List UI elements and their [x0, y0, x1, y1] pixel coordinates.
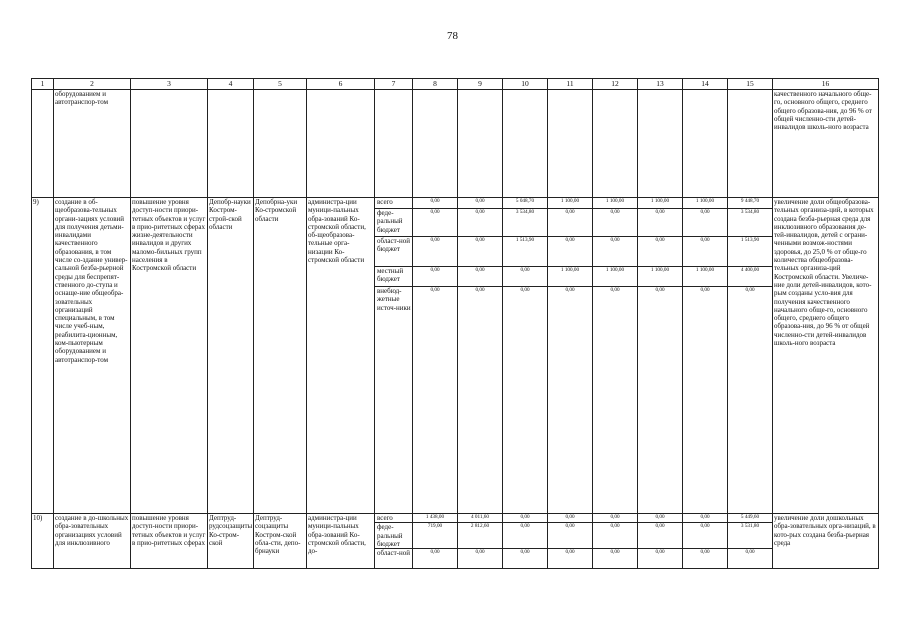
col-header: 4: [208, 79, 254, 90]
value-cell: 0,00: [638, 287, 683, 514]
cell-participants: администра-ции муници-пальных обра-зований Ко-стромской области, об-щеобразова-тельные орга-низации Ко-стромской области: [307, 198, 375, 514]
col-header: 1: [32, 79, 54, 90]
value-cell: 0,00: [458, 549, 503, 569]
value-cell: 0,00: [638, 209, 683, 237]
col-header: 12: [593, 79, 638, 90]
value-cell: 0,00: [458, 198, 503, 209]
row-number: 10): [32, 514, 54, 569]
source-label: всего: [375, 514, 413, 523]
col-header: 10: [503, 79, 548, 90]
col-header: 9: [458, 79, 503, 90]
value-cell: 3 531,80: [728, 523, 773, 549]
value-cell: 0,00: [593, 514, 638, 523]
value-cell: 0,00: [638, 523, 683, 549]
value-cell: 0,00: [548, 523, 593, 549]
value-cell: 0,00: [548, 209, 593, 237]
cell-result: увеличение доли общеобразова-тельных организа-ций, в которых создана безба-рьерная среда для инклюзивного образования де-тей-инвалидов, детей с ограни-ченными возмож-ностями здоровья, до 25,0 % от обще-го количества общеобразова-тельных организа-ций Костромской области. Увеличе-ние доли детей-инвалидов, кото-рым созданы усло-вия для получения качественного начального обще-го, основного общего, среднего общего образова-ния, до 96 % от общей численно-сти детей-инвалидов школь-ного возраста: [773, 198, 879, 514]
value-cell: 0,00: [683, 523, 728, 549]
value-cell: 1 513,90: [503, 237, 548, 267]
value-cell: 0,00: [638, 237, 683, 267]
value-cell: 0,00: [458, 267, 503, 287]
value-cell: 0,00: [683, 549, 728, 569]
value-cell: 0,00: [413, 267, 458, 287]
cell-measure: создание в до-школьных обра-зовательных организациях условий для инклюзивного: [54, 514, 131, 569]
value-cell: 0,00: [503, 287, 548, 514]
value-cell: 4 400,00: [728, 267, 773, 287]
cell-coordinator: Депобр-науки Костром-строй-ской области: [208, 198, 254, 514]
value-cell: 0,00: [413, 287, 458, 514]
value-cell: 2 812,60: [458, 523, 503, 549]
value-cell: 1 100,00: [548, 198, 593, 209]
value-cell: 0,00: [593, 549, 638, 569]
col-header: 11: [548, 79, 593, 90]
value-cell: 1 100,00: [593, 198, 638, 209]
col-header: 2: [54, 79, 131, 90]
value-cell: 0,00: [413, 209, 458, 237]
cell-result: качественного начального обще-го, основного общего, среднего общего образова-ния, до 96 % от общей численно-сти детей-инвалидов школь-ного возраста: [773, 90, 879, 198]
col-header: 8: [413, 79, 458, 90]
source-label: феде-ральный бюджет: [375, 209, 413, 237]
value-cell: 4 011,60: [458, 514, 503, 523]
value-cell: 1 100,00: [683, 267, 728, 287]
source-label: феде-ральный бюджет: [375, 523, 413, 549]
col-header: 5: [254, 79, 307, 90]
program-table: [31, 78, 879, 569]
source-label: местный бюджет: [375, 267, 413, 287]
value-cell: 0,00: [548, 514, 593, 523]
value-cell: 0,00: [728, 549, 773, 569]
value-cell: 1 513,90: [728, 237, 773, 267]
col-header: 3: [131, 79, 208, 90]
value-cell: 0,00: [503, 523, 548, 549]
continuation-row: [32, 90, 879, 198]
value-cell: 0,00: [548, 287, 593, 514]
value-cell: 0,00: [458, 287, 503, 514]
cell-measure: оборудованием и автотранспор-том: [54, 90, 131, 198]
value-cell: 1 100,00: [638, 267, 683, 287]
source-label: всего: [375, 198, 413, 209]
source-label: област-ной: [375, 549, 413, 569]
cell-executor: Дептруд-соцзащиты Костром-ской обла-сти, депо-брнауки: [254, 514, 307, 569]
value-cell: 5 048,70: [503, 198, 548, 209]
row-number: 9): [32, 198, 54, 514]
value-cell: 0,00: [593, 523, 638, 549]
value-cell: 719,00: [413, 523, 458, 549]
value-cell: 0,00: [458, 237, 503, 267]
value-cell: 1 100,00: [548, 267, 593, 287]
col-header: 14: [683, 79, 728, 90]
value-cell: 0,00: [593, 287, 638, 514]
value-cell: 0,00: [413, 237, 458, 267]
page-number: 78: [447, 30, 458, 42]
col-header: 7: [375, 79, 413, 90]
cell-goal: повышение уровня доступ-ности приори-тетных объектов и услуг в прио-ритетных сферах: [131, 514, 208, 569]
value-cell: 0,00: [683, 514, 728, 523]
value-cell: 0,00: [683, 237, 728, 267]
value-cell: 0,00: [503, 514, 548, 523]
col-header: 16: [773, 79, 879, 90]
col-header: 13: [638, 79, 683, 90]
cell-result: увеличение доли дошкольных обра-зовательных орга-низаций, в кото-рых создана безба-рьерная среда: [773, 514, 879, 569]
value-cell: 5 449,60: [728, 514, 773, 523]
table-row: [32, 514, 879, 523]
source-label: внебюд-жетные источ-ники: [375, 287, 413, 514]
value-cell: 0,00: [683, 287, 728, 514]
value-cell: 9 448,70: [728, 198, 773, 209]
value-cell: 0,00: [413, 198, 458, 209]
value-cell: 0,00: [503, 267, 548, 287]
value-cell: 0,00: [683, 209, 728, 237]
value-cell: 1 100,00: [638, 198, 683, 209]
value-cell: 0,00: [593, 237, 638, 267]
value-cell: 1 438,00: [413, 514, 458, 523]
value-cell: 3 534,80: [503, 209, 548, 237]
source-label: област-ной бюджет: [375, 237, 413, 267]
cell-executor: Депобрна-уки Ко-стромской области: [254, 198, 307, 514]
value-cell: 0,00: [503, 549, 548, 569]
value-cell: 0,00: [548, 549, 593, 569]
value-cell: 0,00: [638, 549, 683, 569]
value-cell: 0,00: [638, 514, 683, 523]
value-cell: 0,00: [413, 549, 458, 569]
table-row: [32, 198, 879, 209]
value-cell: 3 534,80: [728, 209, 773, 237]
cell-participants: администра-ции муници-пальных обра-зований Ко-стромской области, до-: [307, 514, 375, 569]
cell-measure: создание в об-щеобразова-тельных органи-зациях условий для получения детьми-инвалидами качественного образования, в том числе со-здание универ-сальной безба-рьерной среды для беспрепят-ственного до-ступа и оснаще-ние общеобра-зовательных организаций специальным, в том числе учеб-ным, реабилита-ционным, ком-пьютерным оборудованием и автотранспор-том: [54, 198, 131, 514]
col-header: 6: [307, 79, 375, 90]
value-cell: 0,00: [593, 209, 638, 237]
header-row: [32, 79, 879, 90]
value-cell: 0,00: [548, 237, 593, 267]
value-cell: 1 100,00: [593, 267, 638, 287]
value-cell: 1 100,00: [683, 198, 728, 209]
cell-coordinator: Дептруд-рудсоцзащиты Ко-стром-ской: [208, 514, 254, 569]
col-header: 15: [728, 79, 773, 90]
value-cell: 0,00: [728, 287, 773, 514]
value-cell: 0,00: [458, 209, 503, 237]
cell-goal: повышение уровня доступ-ности приори-тетных объектов и услуг в прио-ритетных сферах жизне-деятельности инвалидов и других маломо-бильных групп населения в Костромской области: [131, 198, 208, 514]
